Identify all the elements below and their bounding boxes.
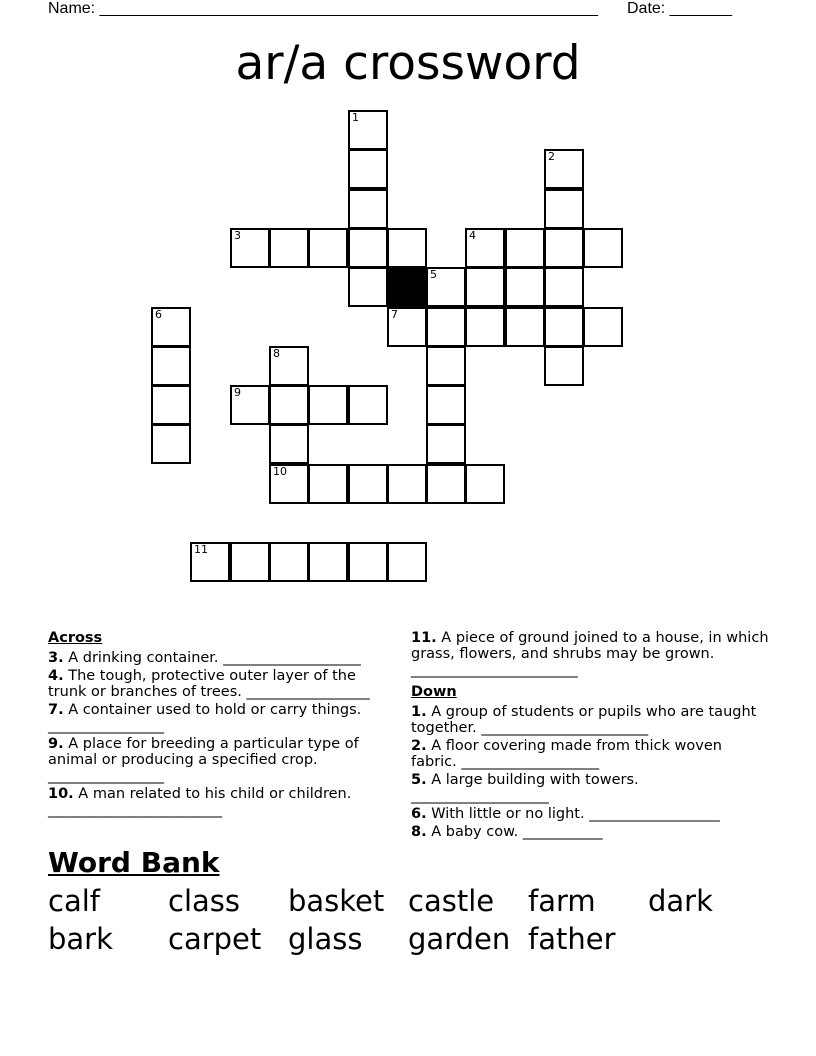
page-title: ar/a crossword <box>235 36 581 91</box>
crossword-cell[interactable] <box>426 464 466 504</box>
crossword-cell[interactable] <box>426 385 466 425</box>
clue-across-3: 3. A drinking container. ___________________ <box>48 650 361 666</box>
crossword-cell[interactable] <box>308 464 348 504</box>
clue-number: 7 <box>391 308 398 321</box>
clue-number: 1 <box>352 111 359 124</box>
word-bank-word: father <box>528 922 616 956</box>
crossword-cell[interactable] <box>387 464 427 504</box>
clue-down-5: 5. A large building with towers. ___________________ <box>411 772 639 804</box>
crossword-cell[interactable] <box>151 307 191 347</box>
crossword-cell[interactable] <box>544 149 584 189</box>
crossword-cell[interactable] <box>269 228 309 268</box>
crossword-cell[interactable] <box>426 424 466 464</box>
clue-number: 11 <box>194 543 208 556</box>
word-bank-word: glass <box>288 922 363 956</box>
word-bank-word: basket <box>288 884 385 918</box>
crossword-cell[interactable] <box>308 228 348 268</box>
crossword-cell[interactable] <box>505 307 545 347</box>
crossword-cell[interactable] <box>387 542 427 582</box>
crossword-cell[interactable] <box>308 542 348 582</box>
clue-number: 2 <box>548 150 555 163</box>
clue-across-4: 4. The tough, protective outer layer of the trunk or branches of trees. _________________ <box>48 668 370 700</box>
crossword-cell[interactable] <box>465 267 505 307</box>
crossword-cell[interactable] <box>465 464 505 504</box>
across-heading: Across <box>48 630 103 646</box>
crossword-cell[interactable] <box>544 307 584 347</box>
crossword-cell[interactable] <box>348 149 388 189</box>
crossword-cell[interactable] <box>583 228 623 268</box>
clue-across-7: 7. A container used to hold or carry things. ________________ <box>48 702 362 734</box>
word-bank-word: farm <box>528 884 596 918</box>
word-bank-word: class <box>168 884 240 918</box>
crossword-cell[interactable] <box>269 542 309 582</box>
crossword-cell[interactable] <box>544 189 584 229</box>
crossword-cell[interactable] <box>308 385 348 425</box>
down-heading: Down <box>411 684 457 700</box>
crossword-cell[interactable] <box>544 267 584 307</box>
clue-down-6: 6. With little or no light. __________________ <box>411 806 720 822</box>
crossword-cell[interactable] <box>348 110 388 150</box>
clue-across-9: 9. A place for breeding a particular type of animal or producing a specified crop. ________________ <box>48 736 359 784</box>
crossword-cell[interactable] <box>505 267 545 307</box>
crossword-cell[interactable] <box>465 307 505 347</box>
date-field-label: Date: _______ <box>627 0 732 17</box>
crossword-cell[interactable] <box>190 542 230 582</box>
crossword-black-cell <box>387 267 427 307</box>
crossword-cell[interactable] <box>348 228 388 268</box>
crossword-cell[interactable] <box>269 424 309 464</box>
clue-number: 9 <box>234 386 241 399</box>
word-bank-word: garden <box>408 922 511 956</box>
crossword-cell[interactable] <box>230 542 270 582</box>
clue-down-1: 1. A group of students or pupils who are taught together. _______________________ <box>411 704 757 736</box>
crossword-cell[interactable] <box>230 385 270 425</box>
crossword-cell[interactable] <box>348 267 388 307</box>
crossword-cell[interactable] <box>151 346 191 386</box>
clue-number: 6 <box>155 308 162 321</box>
crossword-cell[interactable] <box>426 267 466 307</box>
clue-down-2: 2. A floor covering made from thick woven fabric. ___________________ <box>411 738 722 770</box>
name-field-label: Name: ________________________________________________________ <box>48 0 598 17</box>
crossword-cell[interactable] <box>348 542 388 582</box>
crossword-cell[interactable] <box>151 385 191 425</box>
clue-across-10: 10. A man related to his child or children. ________________________ <box>48 786 352 818</box>
word-bank-word: calf <box>48 884 100 918</box>
clue-across-11: 11. A piece of ground joined to a house, in which grass, flowers, and shrubs may be grown. _______________________ <box>411 630 769 678</box>
crossword-cell[interactable] <box>544 228 584 268</box>
clue-number: 8 <box>273 347 280 360</box>
word-bank-word: bark <box>48 922 113 956</box>
clue-number: 10 <box>273 465 287 478</box>
word-bank-word: castle <box>408 884 495 918</box>
clue-number: 5 <box>430 268 437 281</box>
crossword-cell[interactable] <box>505 228 545 268</box>
crossword-cell[interactable] <box>348 189 388 229</box>
crossword-cell[interactable] <box>387 307 427 347</box>
clue-down-8: 8. A baby cow. ___________ <box>411 824 603 840</box>
clue-number: 4 <box>469 229 476 242</box>
crossword-cell[interactable] <box>269 346 309 386</box>
crossword-cell[interactable] <box>348 464 388 504</box>
crossword-cell[interactable] <box>151 424 191 464</box>
crossword-cell[interactable] <box>583 307 623 347</box>
word-bank-word: carpet <box>168 922 262 956</box>
crossword-cell[interactable] <box>230 228 270 268</box>
crossword-cell[interactable] <box>387 228 427 268</box>
crossword-cell[interactable] <box>465 228 505 268</box>
crossword-cell[interactable] <box>269 464 309 504</box>
crossword-cell[interactable] <box>348 385 388 425</box>
clues-left-column <box>48 630 393 820</box>
crossword-cell[interactable] <box>544 346 584 386</box>
crossword-cell[interactable] <box>426 307 466 347</box>
word-bank-title: Word Bank <box>48 846 220 879</box>
crossword-cell[interactable] <box>426 346 466 386</box>
word-bank-word: dark <box>648 884 713 918</box>
clue-number: 3 <box>234 229 241 242</box>
clues-right-column <box>411 630 771 842</box>
crossword-cell[interactable] <box>269 385 309 425</box>
